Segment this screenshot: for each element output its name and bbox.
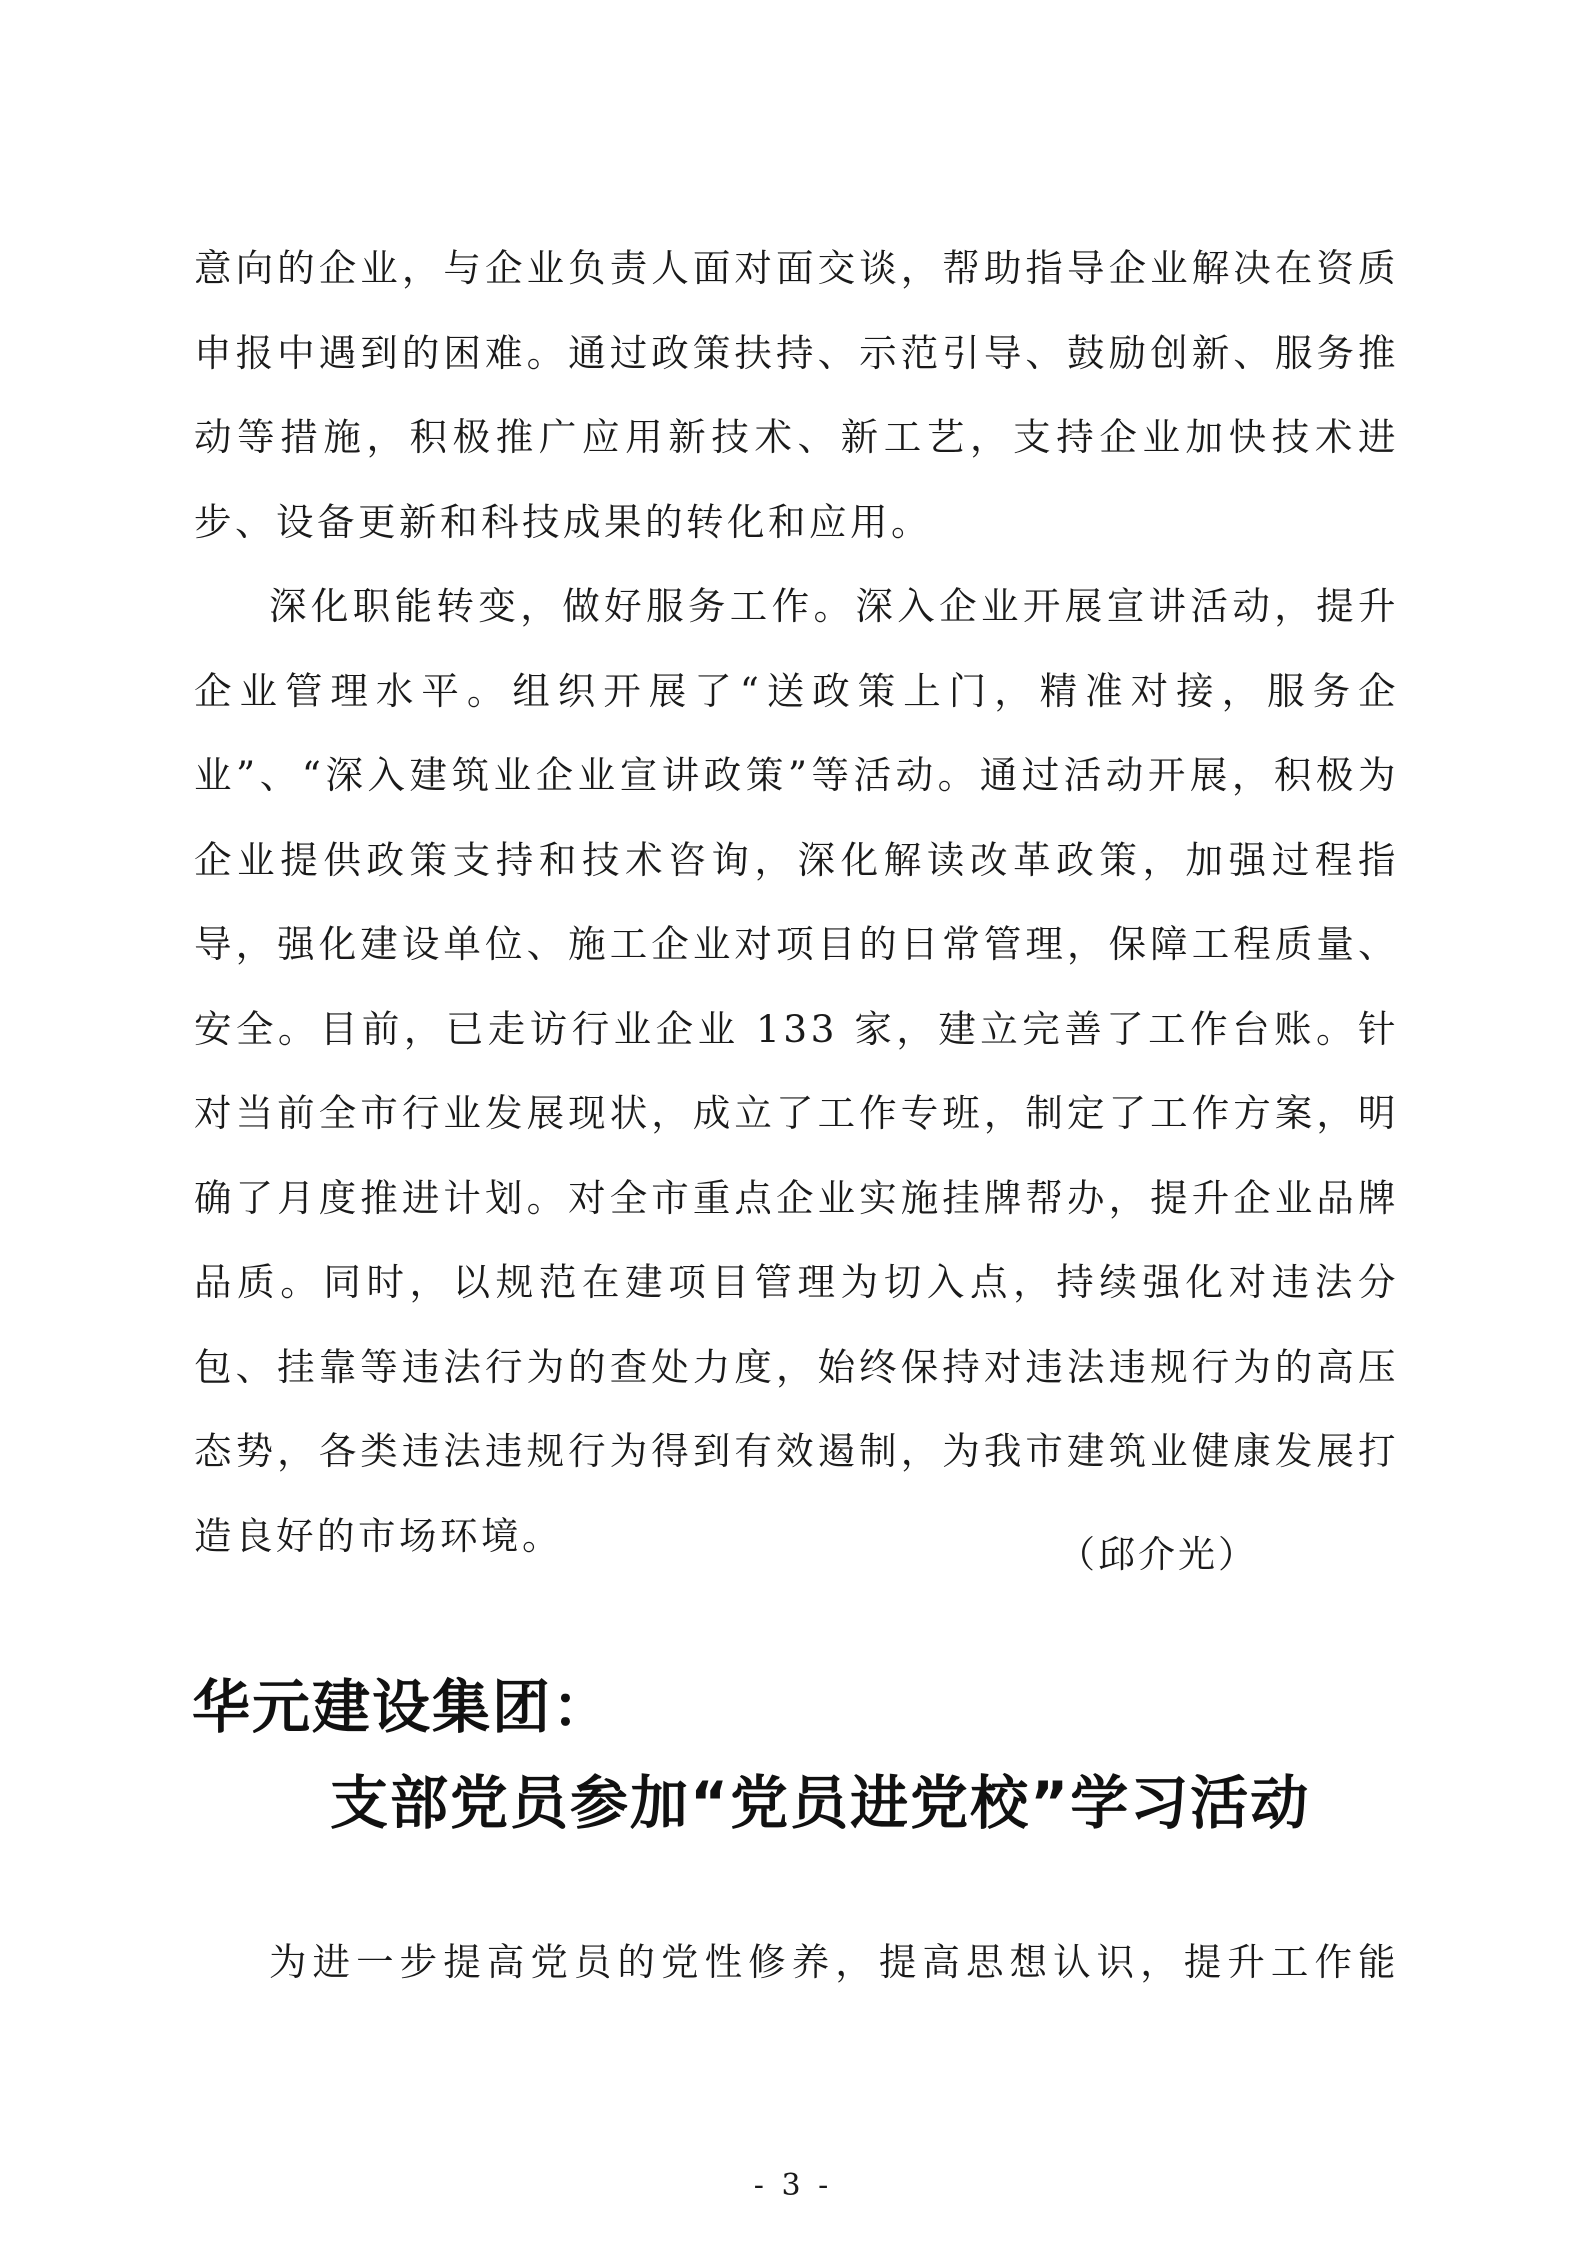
- article-paragraph-intro: 为进一步提高党员的党性修养，提高思想认识，提升工作能: [269, 1940, 1399, 1984]
- page-number: - 3 -: [753, 2168, 833, 2203]
- article-paragraph-continued: 意向的企业，与企业负责人面对面交谈，帮助指导企业解决在资质申报中遇到的困难。通过政策扶持、示范引导、鼓励创新、服务推动等措施，积极推广应用新技术、新工艺，支持企业加快技术进步、设备更新和科技成果的转化和应用。: [194, 246, 1399, 544]
- author-attribution: （邱介光）: [1058, 1533, 1258, 1576]
- article-paragraph-service: 深化职能转变，做好服务工作。深入企业开展宣讲活动，提升企业管理水平。组织开展了“送政策上门，精准对接，服务企业”、“深入建筑业企业宣讲政策”等活动。通过活动开展，积极为企业提供政策支持和技术咨询，深化解读改革政策，加强过程指导，强化建设单位、施工企业对项目的日常管理，保障工程质量、安全。目前，已走访行业企业 133 家，建立完善了工作台账。针对当前全市行业发展现状，成立了工作专班，制定了工作方案，明确了月度推进计划。对全市重点企业实施挂牌帮办，提升企业品牌品质。同时，以规范在建项目管理为切入点，持续强化对违法分包、挂靠等违法行为的查处力度，始终保持对违法违规行为的高压态势，各类违法违规行为得到有效遏制，为我市建筑业健康发展打造良好的市场环境。: [194, 584, 1399, 1558]
- article-headline-line2: 支部党员参加“党员进党校”学习活动: [330, 1769, 1311, 1837]
- article-headline-line1: 华元建设集团：: [192, 1673, 613, 1741]
